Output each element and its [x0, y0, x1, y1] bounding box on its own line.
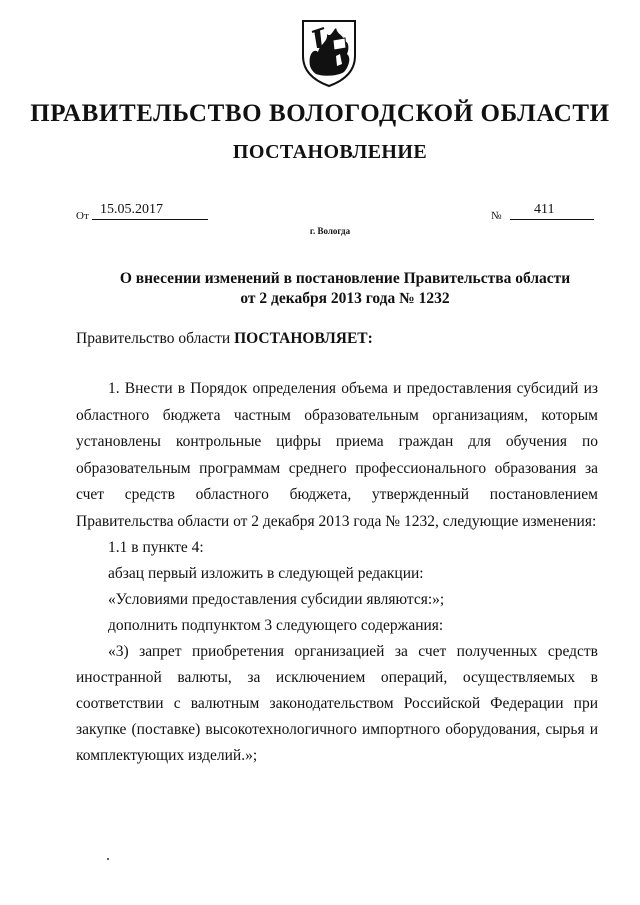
document-type: ПОСТАНОВЛЕНИЕ	[232, 141, 428, 163]
government-title: ПРАВИТЕЛЬСТВО ВОЛОГОДСКОЙ ОБЛАСТИ	[30, 100, 610, 127]
date-prefix: От	[76, 210, 89, 222]
vologda-coat-of-arms-icon	[300, 18, 358, 88]
preamble	[76, 330, 373, 348]
date-field	[92, 202, 208, 220]
preamble-emphasis: ПОСТАНОВЛЯЕТ:	[234, 330, 373, 347]
number-value: 411	[534, 202, 555, 217]
subject-line-2: от 2 декабря 2013 года № 1232	[240, 290, 450, 307]
subject-line-1: О внесении изменений в постановление Правительства области	[119, 270, 571, 287]
paragraph-1-1: 1.1 в пункте 4:	[108, 539, 204, 556]
document-body	[76, 376, 598, 769]
paragraph-4: «Условиями предоставления субсидии являются:»;	[108, 591, 445, 608]
number-field	[510, 202, 594, 220]
page-mark	[107, 858, 109, 860]
paragraph-1: 1. Внести в Порядок определения объема и предоставления субсидий из областного бюджета частным образовательным организациям, которым установлены контрольные цифры приема граждан для обучения по образовательным программам среднего профессионального образования за счет средств областного бюджета, утвержденный постановлением Правительства области от 2 декабря 2013 года № 1232, следующие изменения:	[76, 380, 598, 530]
paragraph-3: абзац первый изложить в следующей редакции:	[108, 565, 424, 582]
paragraph-6: «3) запрет приобретения организацией за счет полученных средств иностранной валюты, за исключением операций, осуществляемых в соответствии с валютным законодательством Российской Федерации при закупке (поставке) высокотехнологичного импортного оборудования, сырья и комплектующих изделий.»;	[76, 643, 598, 764]
city-label: г. Вологда	[309, 226, 351, 236]
preamble-text: Правительство области	[76, 330, 235, 347]
document-subject	[70, 269, 620, 309]
number-prefix: №	[491, 210, 502, 222]
date-value: 15.05.2017	[100, 202, 163, 217]
paragraph-5: дополнить подпунктом 3 следующего содержания:	[108, 617, 444, 634]
